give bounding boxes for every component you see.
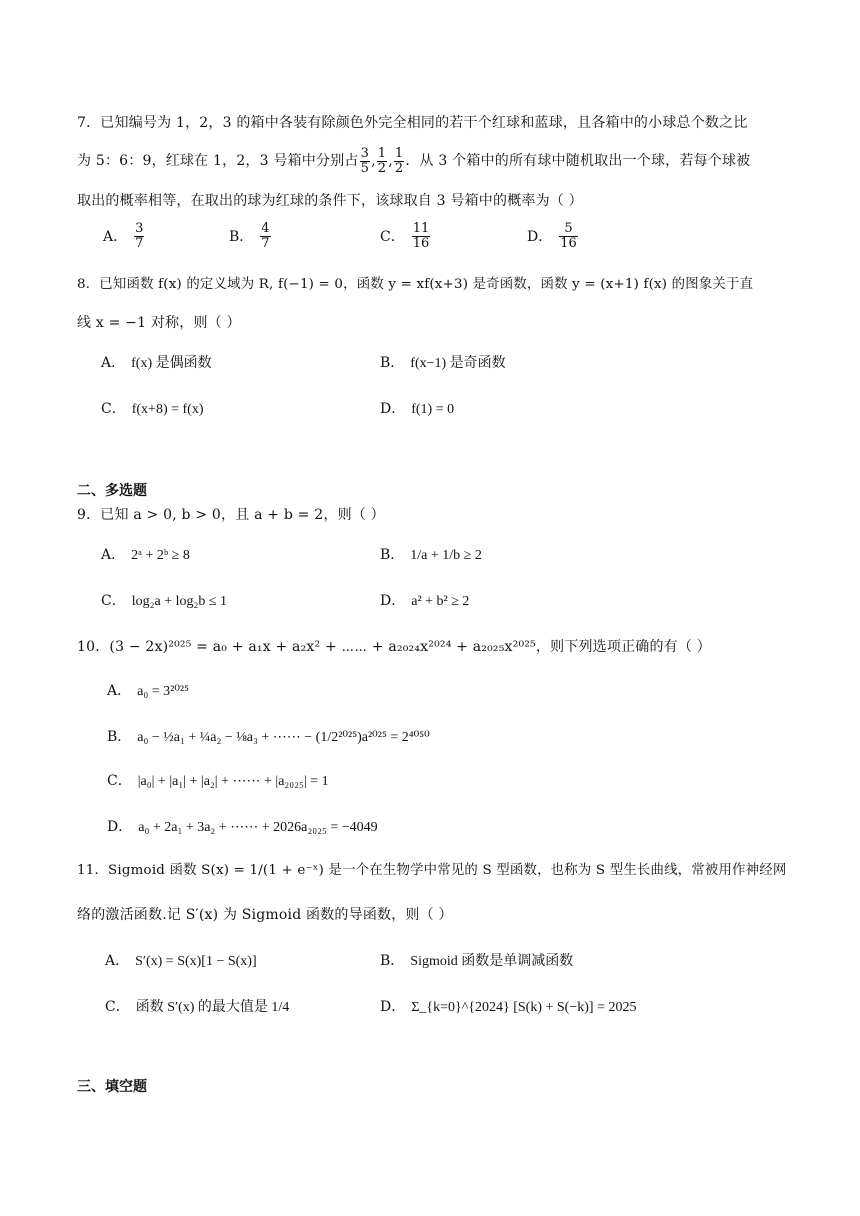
q7-stem-line-2: 为 5：6：9，红球在 1，2，3 号箱中分别占 $\frac{3}{5}$ , $\frac{1}{2}$ , $\frac{1}{2}$ ．从 3 个箱中的所有球中随机取出一个球，若每个球被 xyxy=(77,145,751,176)
q11-option-b[interactable]: B． Sigmoid 函数是单调减函数 xyxy=(380,953,574,969)
q7-option-b[interactable]: B． $\frac{4}{7}$ xyxy=(229,221,270,251)
question-7 xyxy=(77,108,797,216)
q10-option-d[interactable]: D． a₀ + 2a₁ + 3a₂ + ⋯⋯ + 2026a₂₀₂₅ = −4049 xyxy=(107,819,378,835)
q11-stem-line-1: 11．Sigmoid 函数 S(x) = 1/(1 + e⁻ˣ) 是一个在生物学中常见的 S 型函数，也称为 S 型生长曲线，常被用作神经网 xyxy=(77,863,787,878)
q11-option-a[interactable]: A． S′(x) = S(x)[1 − S(x)] xyxy=(105,953,257,969)
q8-option-b[interactable]: B． f(x−1) 是奇函数 xyxy=(380,355,506,371)
q10-option-c[interactable]: C． |a₀| + |a₁| + |a₂| + ⋯⋯ + |a₂₀₂₅| = 1 xyxy=(107,773,329,789)
q7-fraction-2: $\frac{1}{2}$ xyxy=(377,145,387,176)
section-2-heading: 二、多选题 xyxy=(77,483,147,499)
question-8 xyxy=(77,270,797,338)
q7-option-d[interactable]: D． $\frac{5}{16}$ xyxy=(527,221,577,251)
q11-option-d[interactable]: D． Σ_{k=0}^{2024} [S(k) + S(−k)] = 2025 xyxy=(380,999,637,1015)
q8-option-c[interactable]: C． f(x+8) = f(x) xyxy=(101,401,204,417)
question-11 xyxy=(77,856,797,930)
q7-option-c[interactable]: C． $\frac{11}{16}$ xyxy=(380,221,430,251)
question-10: 10．(3 − 2x)²⁰²⁵ = a₀ + a₁x + a₂x² + ⋯⋯ + a₂₀₂₄x²⁰²⁴ + a₂₀₂₅x²⁰²⁵，则下列选项正确的有（ ） xyxy=(77,639,711,655)
q7-options xyxy=(77,222,797,260)
q8-options xyxy=(77,352,797,422)
q8-option-d[interactable]: D． f(1) = 0 xyxy=(380,401,455,417)
q9-option-b[interactable]: B． 1/a + 1/b ≥ 2 xyxy=(380,547,482,563)
q8-option-a[interactable]: A． f(x) 是偶函数 xyxy=(101,355,212,371)
q9-options xyxy=(77,544,797,614)
q8-stem-line-2: 线 x = −1 对称，则（ ） xyxy=(77,315,241,331)
q11-options xyxy=(77,950,797,1024)
section-3-heading: 三、填空题 xyxy=(77,1079,147,1095)
question-9: 9．已知 a > 0, b > 0，且 a + b = 2，则（ ） xyxy=(77,507,385,523)
q10-option-a[interactable]: A． a₀ = 3²⁰²⁵ xyxy=(107,683,190,699)
q7-stem-line-3: 取出的概率相等，在取出的球为红球的条件下，该球取自 3 号箱中的概率为（ ） xyxy=(77,193,583,209)
q7-fraction-3: $\frac{1}{2}$ xyxy=(394,145,404,176)
q10-options xyxy=(77,680,797,840)
q11-stem-line-2: 络的激活函数.记 S′(x) 为 Sigmoid 函数的导函数，则（ ） xyxy=(77,907,453,923)
q9-option-a[interactable]: A． 2ᵃ + 2ᵇ ≥ 8 xyxy=(101,547,190,563)
q10-option-b[interactable]: B． a₀ − ½a₁ + ¼a₂ − ⅛a₃ + ⋯⋯ − (1/2²⁰²⁵)a²⁰²⁵ = 2⁴⁰⁵⁰ xyxy=(107,729,430,745)
q7-stem-line-1: 7．已知编号为 1，2，3 的箱中各装有除颜色外完全相同的若干个红球和蓝球，且各箱中的小球总个数之比 xyxy=(77,115,748,131)
q9-option-c[interactable]: C． log₂a + log₂b ≤ 1 xyxy=(101,593,228,609)
q7-fraction-1: $\frac{3}{5}$ xyxy=(360,145,370,176)
q8-stem-line-1: 8．已知函数 f(x) 的定义域为 R, f(−1) = 0，函数 y = xf(x+3) 是奇函数，函数 y = (x+1) f(x) 的图象关于直 xyxy=(77,277,754,292)
q11-option-c[interactable]: C． 函数 S′(x) 的最大值是 1/4 xyxy=(105,999,290,1015)
q9-option-d[interactable]: D． a² + b² ≥ 2 xyxy=(380,593,470,609)
q7-option-a[interactable]: A． $\frac{3}{7}$ xyxy=(103,221,144,251)
